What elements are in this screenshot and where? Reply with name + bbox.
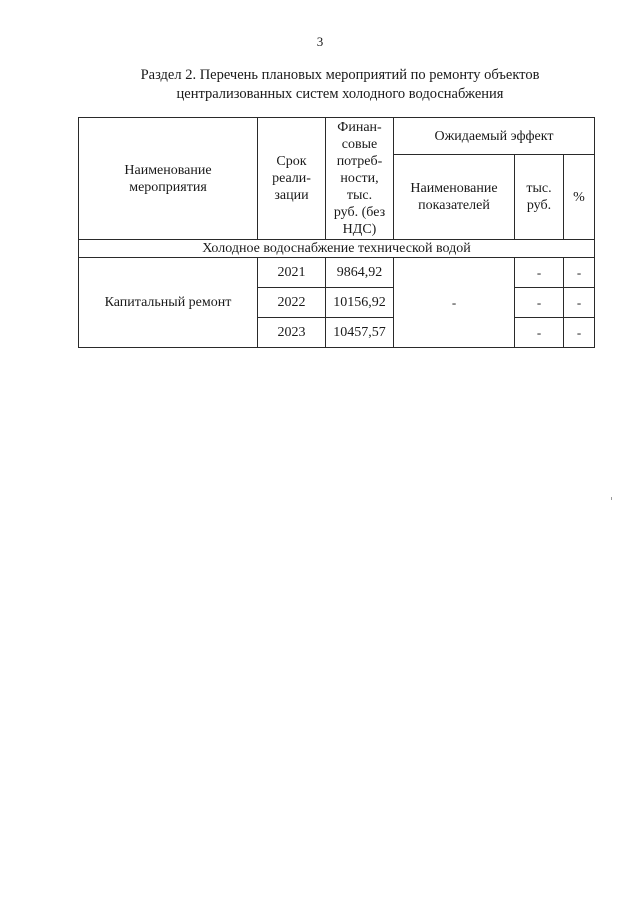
section-title-line-1: Раздел 2. Перечень плановых мероприятий по ремонту объектов <box>140 67 540 83</box>
scan-speck <box>611 497 612 500</box>
header-percent: % <box>564 155 595 240</box>
table-section-row <box>79 240 595 258</box>
header-thousand-rub: тыс. руб. <box>515 155 564 240</box>
effect-rub-cell: - <box>515 288 564 318</box>
header-indicator-name: Наименование показателей <box>394 155 515 240</box>
table-row <box>79 258 595 288</box>
section-title-line-2: централизованных систем холодного водоснабжения <box>176 86 504 102</box>
indicator-cell: - <box>394 258 515 348</box>
activity-cell: Капитальный ремонт <box>79 258 258 348</box>
effect-percent-cell: - <box>564 258 595 288</box>
amount-cell: 10457,57 <box>326 318 394 348</box>
effect-percent-cell: - <box>564 288 595 318</box>
year-cell: 2023 <box>258 318 326 348</box>
activities-table <box>78 117 595 348</box>
header-activity-name: Наименование мероприятия <box>79 118 258 240</box>
amount-cell: 10156,92 <box>326 288 394 318</box>
section-heading-cell: Холодное водоснабжение технической водой <box>79 240 595 258</box>
year-cell: 2022 <box>258 288 326 318</box>
section-title <box>100 66 580 104</box>
effect-percent-cell: - <box>564 318 595 348</box>
table-header-row-1 <box>79 118 595 155</box>
page-number: 3 <box>316 34 324 49</box>
effect-rub-cell: - <box>515 258 564 288</box>
header-financing: Финан- совые потреб- ности, тыс. руб. (без НДС) <box>326 118 394 240</box>
amount-cell: 9864,92 <box>326 258 394 288</box>
effect-rub-cell: - <box>515 318 564 348</box>
header-period: Срок реали- зации <box>258 118 326 240</box>
year-cell: 2021 <box>258 258 326 288</box>
header-expected-effect: Ожидаемый эффект <box>394 118 595 155</box>
